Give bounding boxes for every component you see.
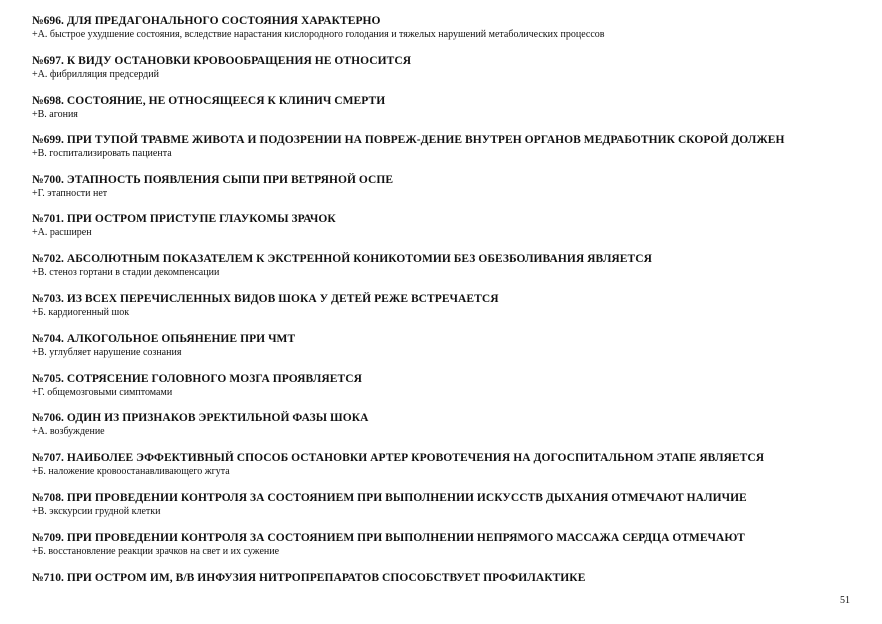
question-text: №702. АБСОЛЮТНЫМ ПОКАЗАТЕЛЕМ К ЭКСТРЕННОЙ КОНИКОТОМИИ БЕЗ ОБЕЗБОЛИВАНИЯ ЯВЛЯЕТСЯ bbox=[32, 253, 652, 265]
answer-text: +Б. кардиогенный шок bbox=[32, 307, 130, 318]
question-text: №709. ПРИ ПРОВЕДЕНИИ КОНТРОЛЯ ЗА СОСТОЯНИЕМ ПРИ ВЫПОЛНЕНИИ НЕПРЯМОГО МАССАЖА СЕРДЦА ОТМЕЧАЮТ bbox=[32, 532, 745, 544]
question-block bbox=[32, 212, 862, 239]
question-block bbox=[32, 133, 862, 160]
answer-text: +В. экскурсии грудной клетки bbox=[32, 506, 161, 517]
answer-text: +В. госпитализировать пациента bbox=[32, 148, 172, 159]
question-text: №701. ПРИ ОСТРОМ ПРИСТУПЕ ГЛАУКОМЫ ЗРАЧОК bbox=[32, 213, 336, 225]
question-text: №705. СОТРЯСЕНИЕ ГОЛОВНОГО МОЗГА ПРОЯВЛЯЕТСЯ bbox=[32, 373, 362, 385]
question-block bbox=[32, 491, 862, 518]
answer-text: +В. стеноз гортани в стадии декомпенсации bbox=[32, 267, 220, 278]
question-block bbox=[32, 14, 862, 41]
question-block bbox=[32, 94, 862, 121]
answer-text: +Г. общемозговыми симптомами bbox=[32, 387, 173, 398]
question-block bbox=[32, 411, 862, 438]
question-text: №698. СОСТОЯНИЕ, НЕ ОТНОСЯЩЕЕСЯ К КЛИНИЧ СМЕРТИ bbox=[32, 95, 386, 107]
question-text: №710. ПРИ ОСТРОМ ИМ, В/В ИНФУЗИЯ НИТРОПРЕПАРАТОВ СПОСОБСТВУЕТ ПРОФИЛАКТИКЕ bbox=[32, 572, 586, 584]
answer-text: +А. фибрилляция предсердий bbox=[32, 69, 159, 80]
page-number: 51 bbox=[840, 595, 850, 606]
question-block bbox=[32, 332, 862, 359]
question-block bbox=[32, 252, 862, 279]
question-block bbox=[32, 54, 862, 81]
answer-text: +В. агония bbox=[32, 109, 78, 120]
question-text: №706. ОДИН ИЗ ПРИЗНАКОВ ЭРЕКТИЛЬНОЙ ФАЗЫ ШОКА bbox=[32, 412, 369, 424]
question-block bbox=[32, 531, 862, 558]
question-text: №699. ПРИ ТУПОЙ ТРАВМЕ ЖИВОТА И ПОДОЗРЕНИИ НА ПОВРЕЖ-ДЕНИЕ ВНУТРЕН ОРГАНОВ МЕДРАБОТНИК СКОРОЙ ДОЛЖЕН bbox=[32, 134, 785, 146]
question-text: №700. ЭТАПНОСТЬ ПОЯВЛЕНИЯ СЫПИ ПРИ ВЕТРЯНОЙ ОСПЕ bbox=[32, 174, 394, 186]
question-text: №704. АЛКОГОЛЬНОЕ ОПЬЯНЕНИЕ ПРИ ЧМТ bbox=[32, 333, 296, 345]
answer-text: +Б. наложение кровоостанавливающего жгута bbox=[32, 466, 230, 477]
question-block bbox=[32, 292, 862, 319]
question-text: №708. ПРИ ПРОВЕДЕНИИ КОНТРОЛЯ ЗА СОСТОЯНИЕМ ПРИ ВЫПОЛНЕНИИ ИСКУССТВ ДЫХАНИЯ ОТМЕЧАЮТ НАЛИЧИЕ bbox=[32, 492, 747, 504]
answer-text: +А. быстрое ухудшение состояния, вследствие нарастания кислородного голодания и тяжелых нарушений метаболических процессов bbox=[32, 29, 605, 40]
question-block bbox=[32, 372, 862, 399]
question-text: №703. ИЗ ВСЕХ ПЕРЕЧИСЛЕННЫХ ВИДОВ ШОКА У ДЕТЕЙ РЕЖЕ ВСТРЕЧАЕТСЯ bbox=[32, 293, 499, 305]
question-text: №697. К ВИДУ ОСТАНОВКИ КРОВООБРАЩЕНИЯ НЕ ОТНОСИТСЯ bbox=[32, 55, 412, 67]
question-block bbox=[32, 451, 862, 478]
answer-text: +Г. этапности нет bbox=[32, 188, 108, 199]
question-text: №696. ДЛЯ ПРЕДАГОНАЛЬНОГО СОСТОЯНИЯ ХАРАКТЕРНО bbox=[32, 15, 381, 27]
answer-text: +Б. восстановление реакции зрачков на свет и их сужение bbox=[32, 546, 280, 557]
question-text: №707. НАИБОЛЕЕ ЭФФЕКТИВНЫЙ СПОСОБ ОСТАНОВКИ АРТЕР КРОВОТЕЧЕНИЯ НА ДОГОСПИТАЛЬНОМ ЭТАПЕ ЯВЛЯЕТСЯ bbox=[32, 452, 765, 464]
answer-text: +А. расширен bbox=[32, 227, 92, 238]
question-block bbox=[32, 571, 862, 585]
answer-text: +А. возбуждение bbox=[32, 426, 105, 437]
question-block bbox=[32, 173, 862, 200]
answer-text: +В. углубляет нарушение сознания bbox=[32, 347, 182, 358]
